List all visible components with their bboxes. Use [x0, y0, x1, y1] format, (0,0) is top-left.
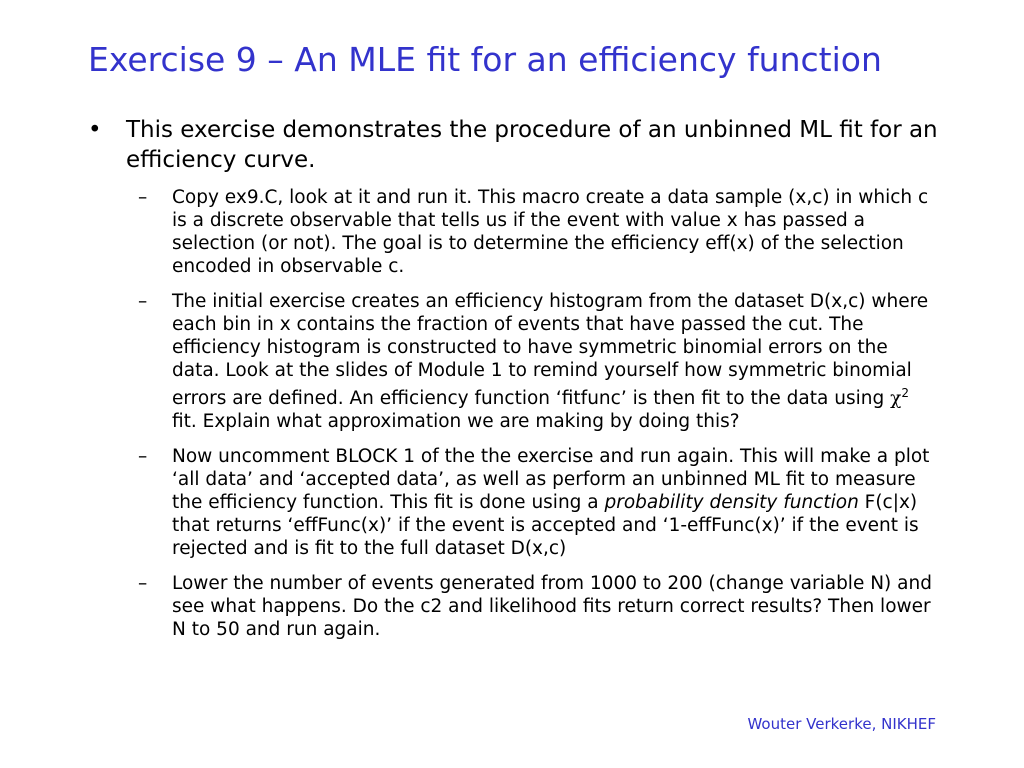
sub-bullet-item [138, 186, 938, 278]
main-bullet [88, 115, 948, 175]
bullet-icon: • [88, 117, 102, 143]
sub-bullet-text: The initial exercise creates an efficiency histogram from the dataset D(x,c) where each bin in x contains the fraction of events that have passed the cut. The efficiency histogram is constructed to have symmetric binomial errors on the data. Look at the slides of Module 1 to remind yourself how symmetric binomial errors are defined. An efficiency function ‘fitfunc’ is then fit to the data using [172, 291, 929, 410]
sub-bullet-text-cont: F(c|x) that returns ‘effFunc(x)’ if the event is accepted and ‘1-effFunc(x)’ if the event is rejected and is fit to the full dataset D(x,c) [172, 492, 919, 560]
chi-symbol: χ [890, 388, 902, 410]
sub-bullet-item [138, 572, 938, 641]
main-bullet-text: This exercise demonstrates the procedure of an unbinned ML fit for an efficiency curve. [126, 117, 938, 173]
dash-icon: – [138, 187, 148, 208]
sub-bullet-item [138, 445, 938, 560]
italic-term: probability density function [604, 492, 859, 514]
dash-icon: – [138, 573, 148, 595]
sub-bullet-item [138, 290, 938, 433]
sub-bullet-text: Lower the number of events generated from 1000 to 200 (change variable N) and see what happens. Do the c2 and likelihood fits return correct results? Then lower N to 50 and run again. [172, 573, 932, 641]
sub-bullet-list [138, 186, 938, 653]
sub-bullet-text-cont: fit. Explain what approximation we are making by doing this? [172, 411, 740, 433]
sub-bullet-text: Now uncomment BLOCK 1 of the the exercise and run again. This will make a plot ‘all data’ and ‘accepted data’, as well as perform an unbinned ML fit to measure the efficiency function. This fit is done using a [172, 446, 930, 514]
slide-title: Exercise 9 – An MLE fit for an efficiency function [88, 40, 882, 79]
dash-icon: – [138, 446, 148, 468]
footer-author: Wouter Verkerke, NIKHEF [747, 715, 936, 733]
sub-bullet-text: Copy ex9.C, look at it and run it. This macro create a data sample (x,c) in which c is a discrete observable that tells us if the event with value x has passed a selection (or not). The goal is to determine the efficiency eff(x) of the selection encoded in observable c. [172, 187, 929, 277]
chi-superscript: 2 [901, 386, 909, 400]
dash-icon: – [138, 291, 148, 312]
